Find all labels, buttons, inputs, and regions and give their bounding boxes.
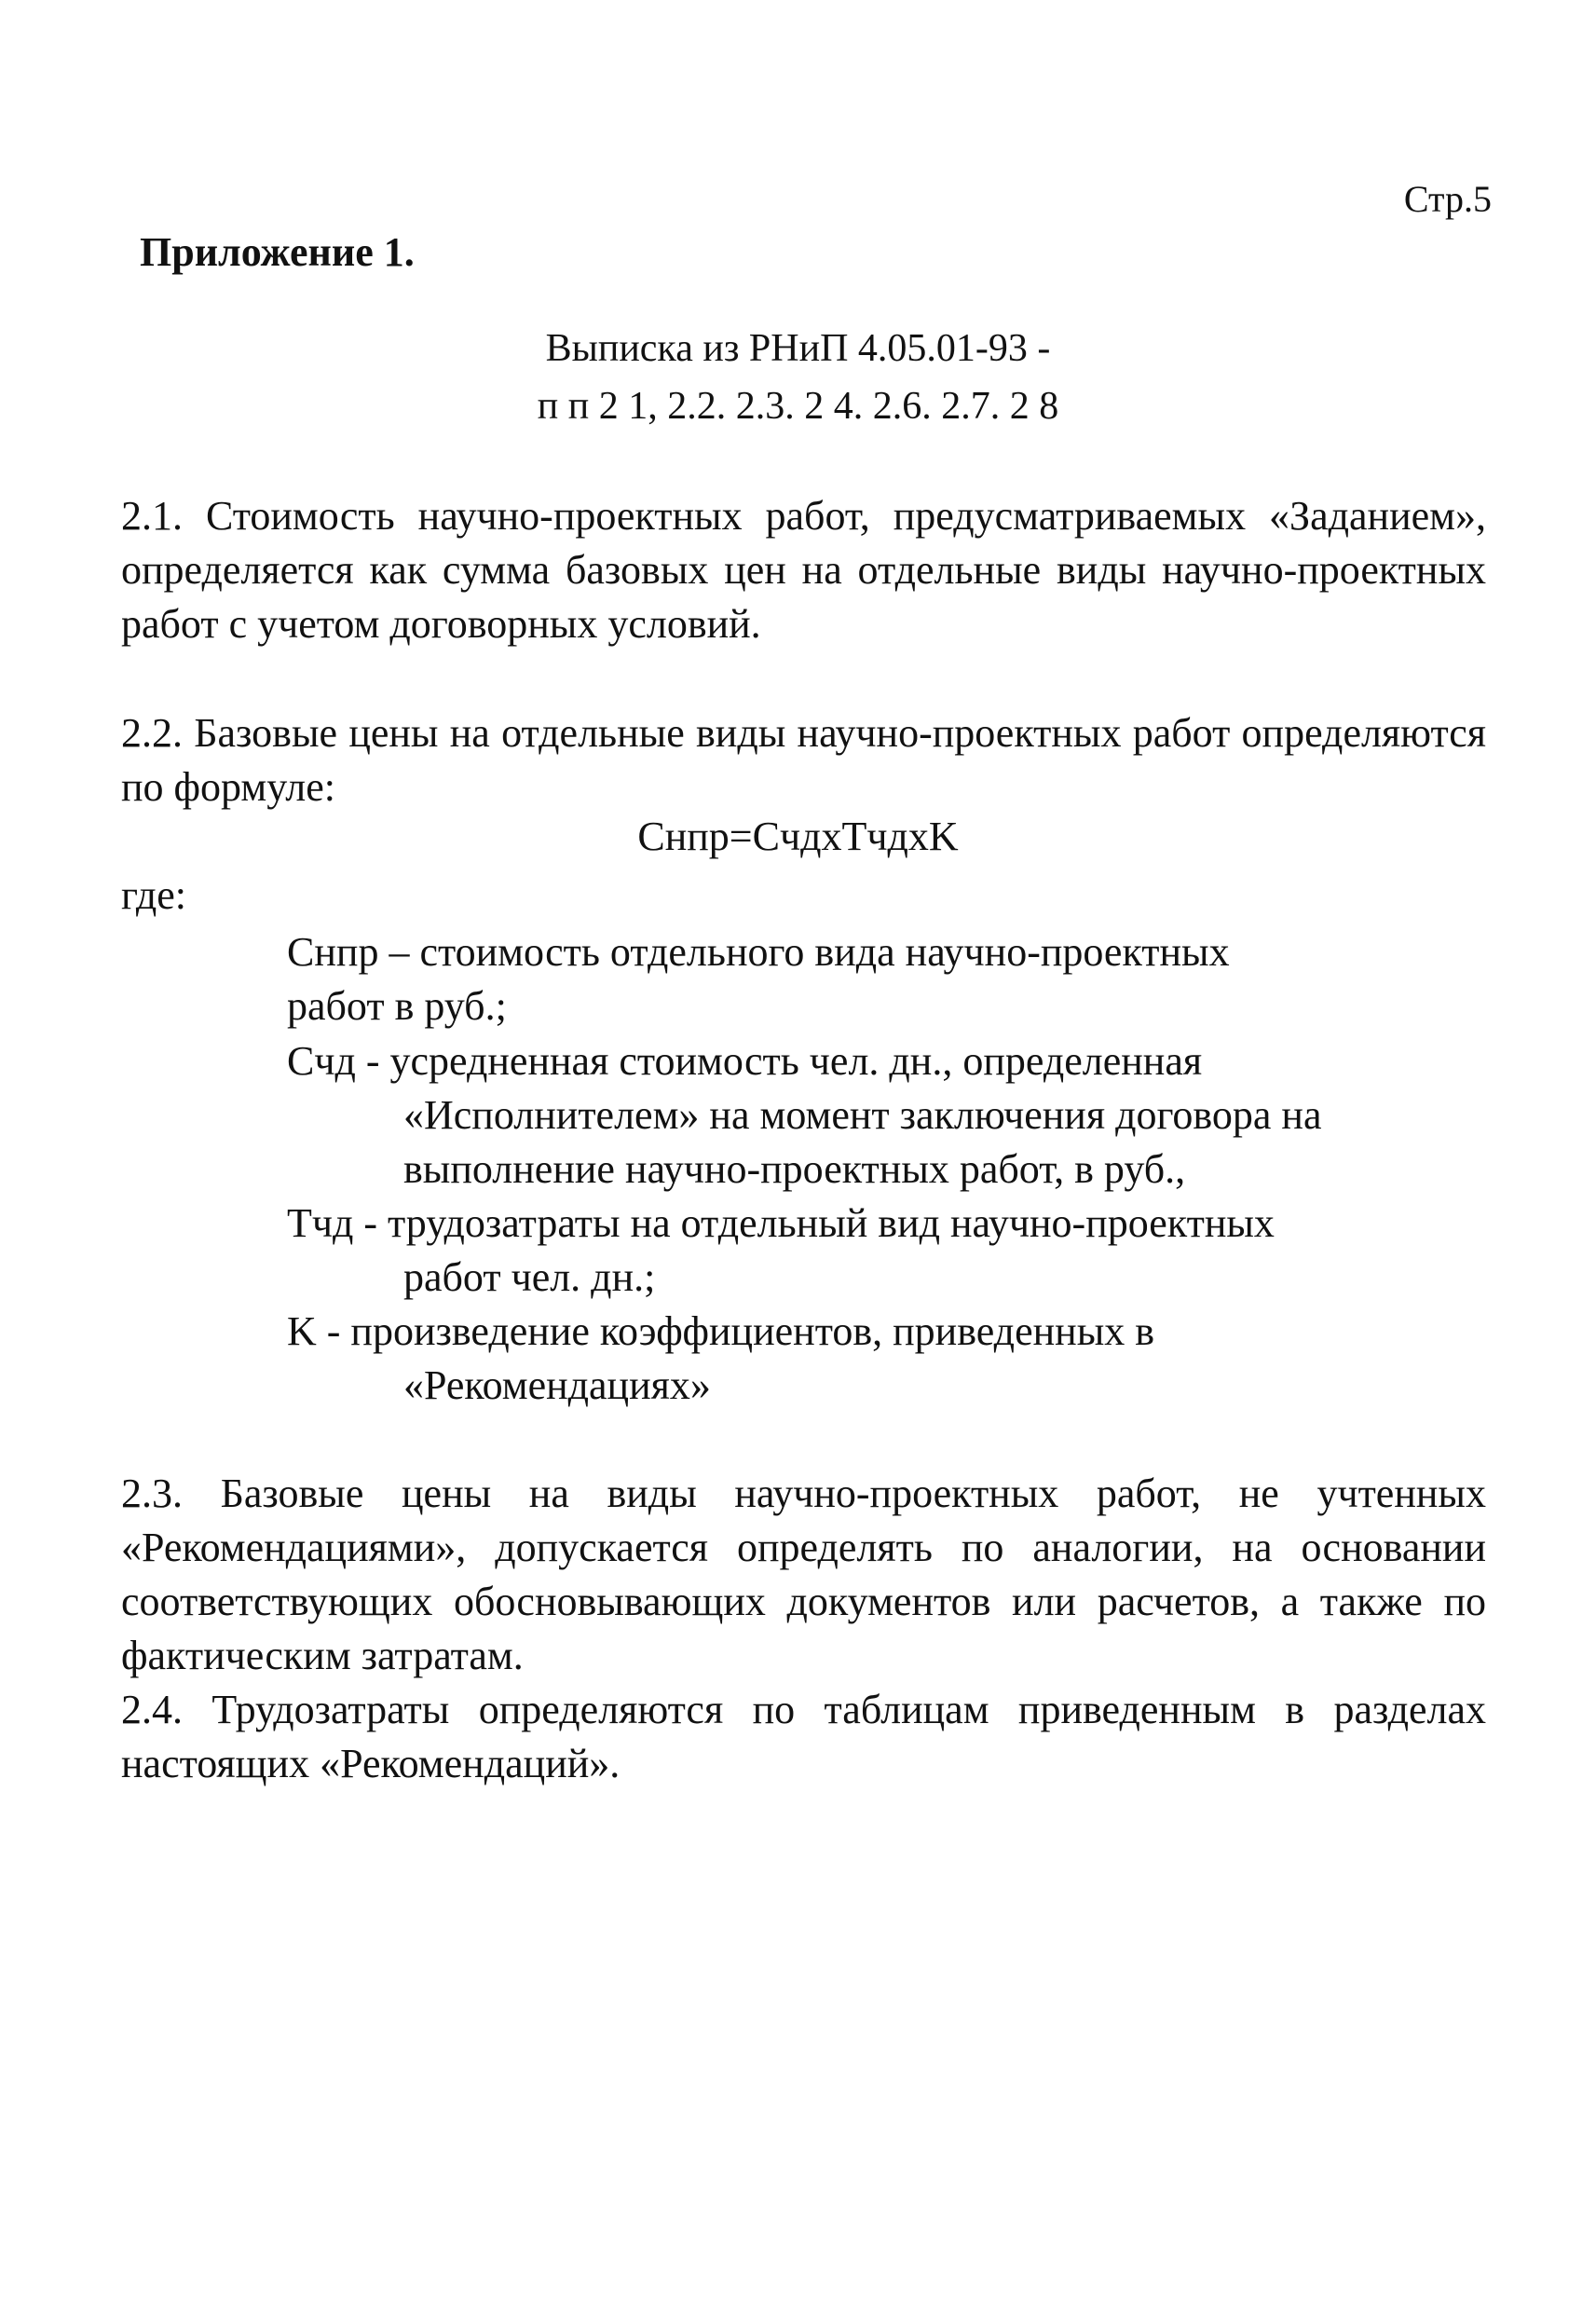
paragraph-2-1: 2.1. Стоимость научно-проектных работ, предусматриваемых «Заданием», определяется как сумма базовых цен на отдельные виды научно-проектных работ с учетом договорных условий. [121, 493, 1486, 647]
definition-continuation: «Рекомендациях» [403, 1362, 711, 1408]
definition-first-line: Cчд - усредненная стоимость чел. дн., определенная [287, 1038, 1203, 1084]
paragraph-2-4: 2.4. Трудозатраты определяются по таблицам приведенным в разделах настоящих «Рекомендаций». [121, 1687, 1486, 1786]
where-label: где: [121, 872, 186, 918]
appendix-title: Приложение 1. [140, 229, 415, 275]
definition-item [287, 925, 1470, 1033]
price-formula: Cнпр=CчдxTчдxK [637, 814, 959, 859]
definition-first-line: Cнпр – стоимость отдельного вида научно-проектных [287, 929, 1230, 975]
extract-title-line-2: п п 2 1, 2.2. 2.3. 2 4. 2.6. 2.7. 2 8 [537, 385, 1059, 428]
definition-first-line: K - произведение коэффициентов, приведенных в [287, 1308, 1155, 1354]
definition-continuation: работ чел. дн.; [403, 1254, 656, 1300]
definition-continuation: «Исполнителем» на момент заключения договора на выполнение научно-проектных работ, в руб., [403, 1092, 1322, 1192]
paragraph-2-2: 2.2. Базовые цены на отдельные виды научно-проектных работ определяются по формуле: [121, 710, 1486, 810]
definition-item [287, 1197, 1470, 1305]
extract-title-line-1: Выписка из РНиП 4.05.01-93 - [545, 327, 1051, 370]
definition-first-line: Tчд - трудозатраты на отдельный вид научно-проектных [287, 1200, 1275, 1246]
page-number: Стр.5 [1403, 178, 1492, 220]
definition-item [287, 1305, 1470, 1413]
paragraph-2-3: 2.3. Базовые цены на виды научно-проектных работ, не учтенных «Рекомендациями», допускается определять по аналогии, на основании соответствующих обосновывающих документов или расчетов, а также по фактическим затратам. [121, 1471, 1486, 1678]
definition-item [287, 1034, 1470, 1197]
definition-continuation: работ в руб.; [287, 983, 507, 1029]
